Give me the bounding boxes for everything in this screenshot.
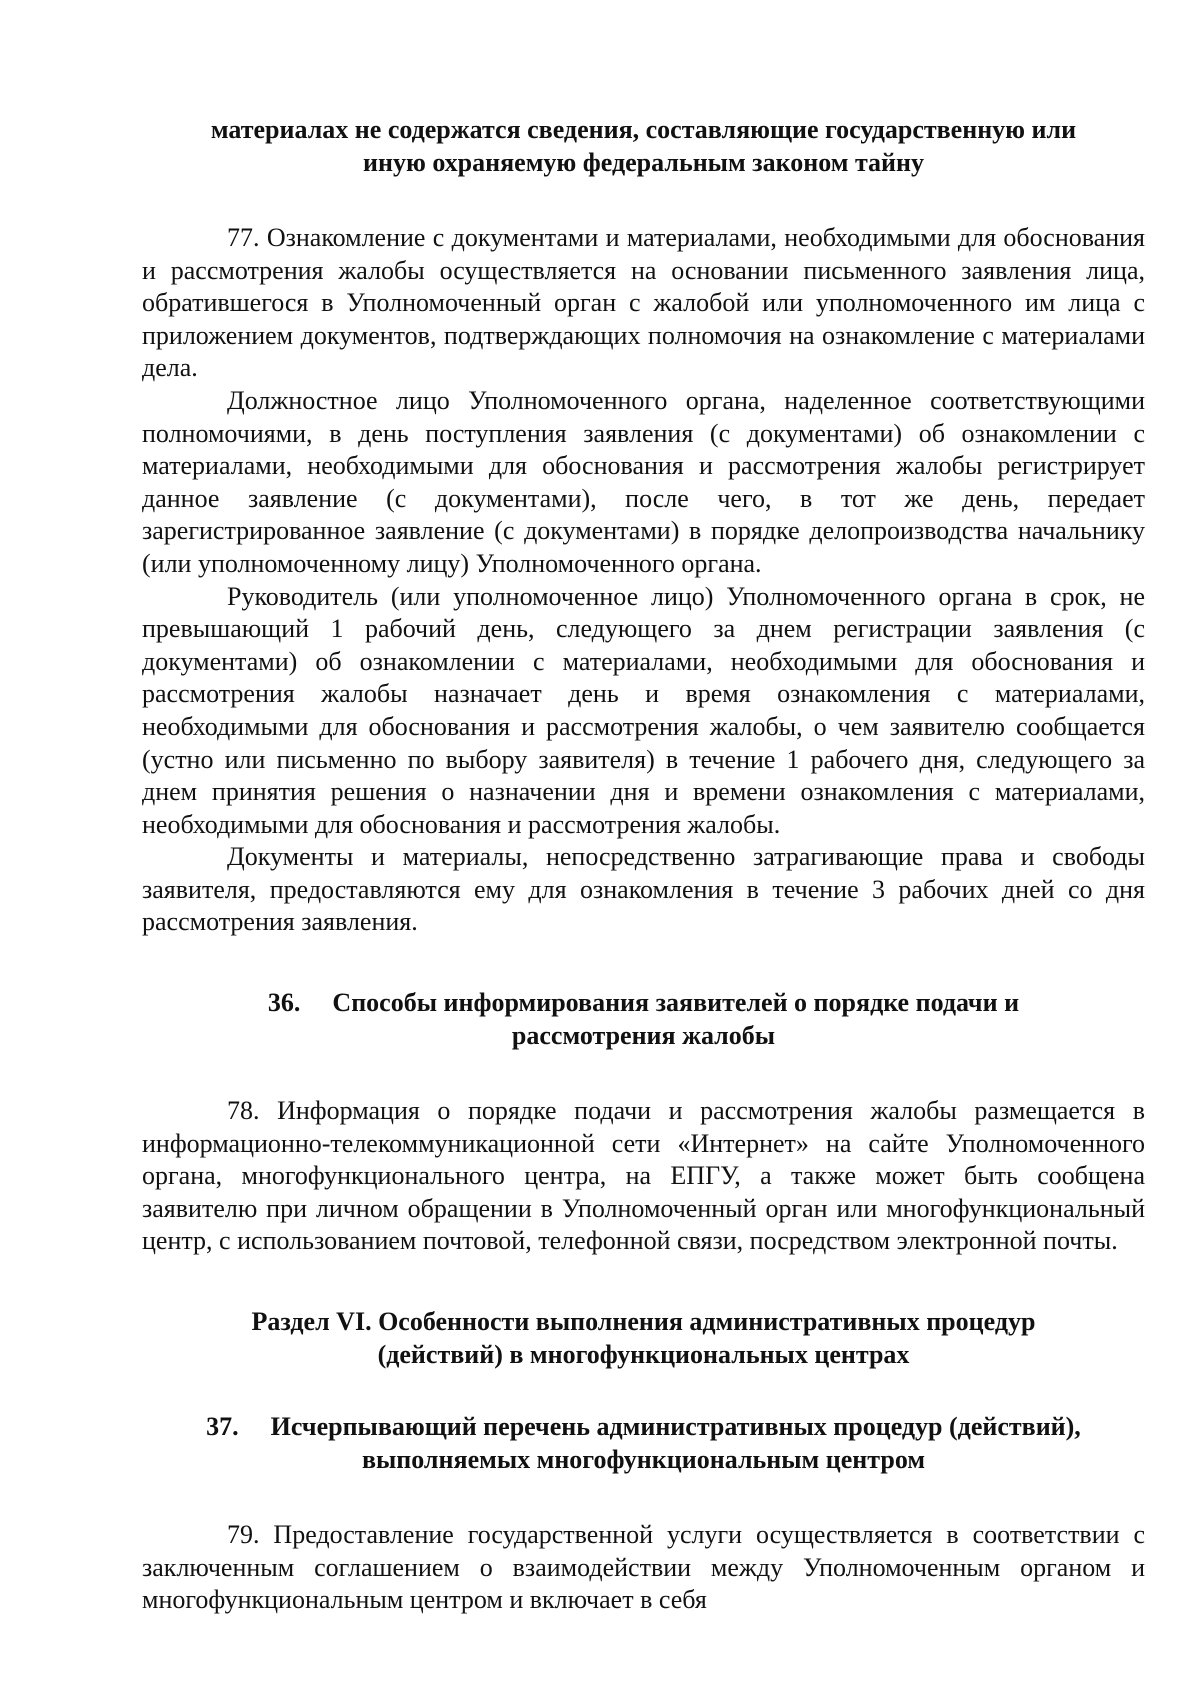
heading-36-number: 36. <box>267 988 301 1018</box>
paragraph-77-documents: Документы и материалы, непосредственно затрагивающие права и свободы заявителя, предоставляются ему для ознакомления в течение 3 рабочих дней со дня рассмотрения заявления. <box>142 842 1145 937</box>
heading-secret-info-line2: иную охраняемую федеральным законом тайну <box>362 148 925 177</box>
paragraph-77: 77. Ознакомление с документами и материалами, необходимыми для обоснования и рассмотрения жалобы осуществляется на основании письменного заявления лица, обратившегося в Уполномоченный орган с жалобой или уполномоченного им лица с приложением документов, подтверждающих полномочия на ознакомление с материалами дела. <box>142 223 1145 383</box>
heading-37-line1: Исчерпывающий перечень административных процедур (действий), <box>270 1412 1081 1442</box>
heading-36-line1: Способы информирования заявителей о порядке подачи и <box>332 988 1020 1018</box>
heading-37-line2: выполняемых многофункциональным центром <box>361 1445 926 1475</box>
section-6-title-line1: Раздел VI. Особенности выполнения административных процедур <box>251 1307 1036 1337</box>
paragraph-78: 78. Информация о порядке подачи и рассмотрения жалобы размещается в информационно-телекоммуникационной сети «Интернет» на сайте Уполномоченного органа, многофункционального центра, на ЕПГУ, а также может быть сообщена заявителю при личном обращении в Уполномоченный орган или многофункциональный центр, с использованием почтовой, телефонной связи, посредством электронной почты. <box>142 1096 1145 1256</box>
heading-secret-info <box>142 113 1145 179</box>
section-6-title <box>142 1305 1145 1371</box>
heading-36 <box>142 986 1145 1052</box>
document-page <box>142 113 1145 1617</box>
paragraph-77-head: Руководитель (или уполномоченное лицо) Уполномоченного органа в срок, не превышающий 1 рабочий день, следующего за днем регистрации заявления (с документами) об ознакомлении с материалами, необходимыми для обоснования и рассмотрения жалобы назначает день и время ознакомления с материалами, необходимыми для обоснования и рассмотрения жалобы, о чем заявителю сообщается (устно или письменно по выбору заявителя) в течение 1 рабочего дня, следующего за днем принятия решения о назначении дня и времени ознакомления с материалами, необходимыми для обоснования и рассмотрения жалобы. <box>142 581 1145 839</box>
heading-37-number: 37. <box>206 1412 239 1442</box>
heading-secret-info-line1: материалах не содержатся сведения, составляющие государственную или <box>210 115 1077 144</box>
section-6-title-line2: (действий) в многофункциональных центрах <box>377 1340 910 1370</box>
heading-37 <box>142 1410 1145 1476</box>
paragraph-77-official: Должностное лицо Уполномоченного органа, наделенное соответствующими полномочиями, в день поступления заявления (с документами) об ознакомлении с материалами, необходимыми для обоснования и рассмотрения жалобы регистрирует данное заявление (с документами), после чего, в тот же день, передает зарегистрированное заявление (с документами) в порядке делопроизводства начальнику (или уполномоченному лицу) Уполномоченного органа. <box>142 385 1145 578</box>
heading-36-line2: рассмотрения жалобы <box>511 1021 776 1051</box>
paragraph-79: 79. Предоставление государственной услуги осуществляется в соответствии с заключенным соглашением о взаимодействии между Уполномоченным органом и многофункциональным центром и включает в себя <box>142 1520 1145 1615</box>
